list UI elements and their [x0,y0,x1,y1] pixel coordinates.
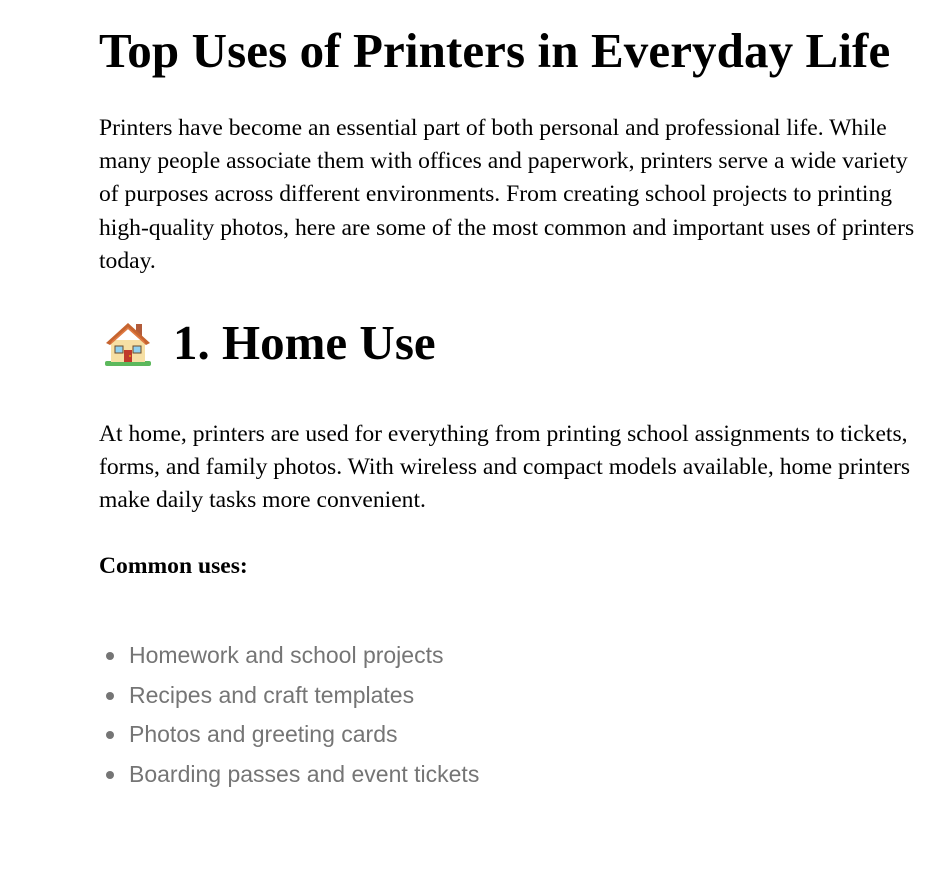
common-uses-list [99,636,929,794]
list-item [99,636,929,676]
list-item [99,715,929,755]
section-paragraph: At home, printers are used for everything from printing school assignments to tickets, forms, and family photos. With wireless and compact models available, home printers make daily tasks more convenient. [99,421,911,514]
list-item-text: Homework and school projects [129,642,444,669]
intro-paragraph: Printers have become an essential part of both personal and professional life. While many people associate them with offices and paperwork, printers serve a wide variety of purposes across different environments. From creating school projects to printing high-quality photos, here are some of the most common and important uses of printers today. [99,115,915,274]
article [99,0,929,794]
bullet-icon [106,731,114,739]
bullet-icon [106,652,114,660]
house-icon [103,318,153,368]
bullet-icon [106,771,114,779]
list-item-text: Photos and greeting cards [129,721,398,748]
list-item-text: Recipes and craft templates [129,681,415,708]
section-heading-text: 1. Home Use [173,315,436,371]
page-title: Top Uses of Printers in Everyday Life [99,23,891,78]
list-item [99,755,929,795]
list-item [99,676,929,716]
list-item-text: Boarding passes and event tickets [129,760,480,787]
bullet-icon [106,692,114,700]
section-heading [99,311,929,375]
common-uses-label: Common uses: [99,553,248,580]
